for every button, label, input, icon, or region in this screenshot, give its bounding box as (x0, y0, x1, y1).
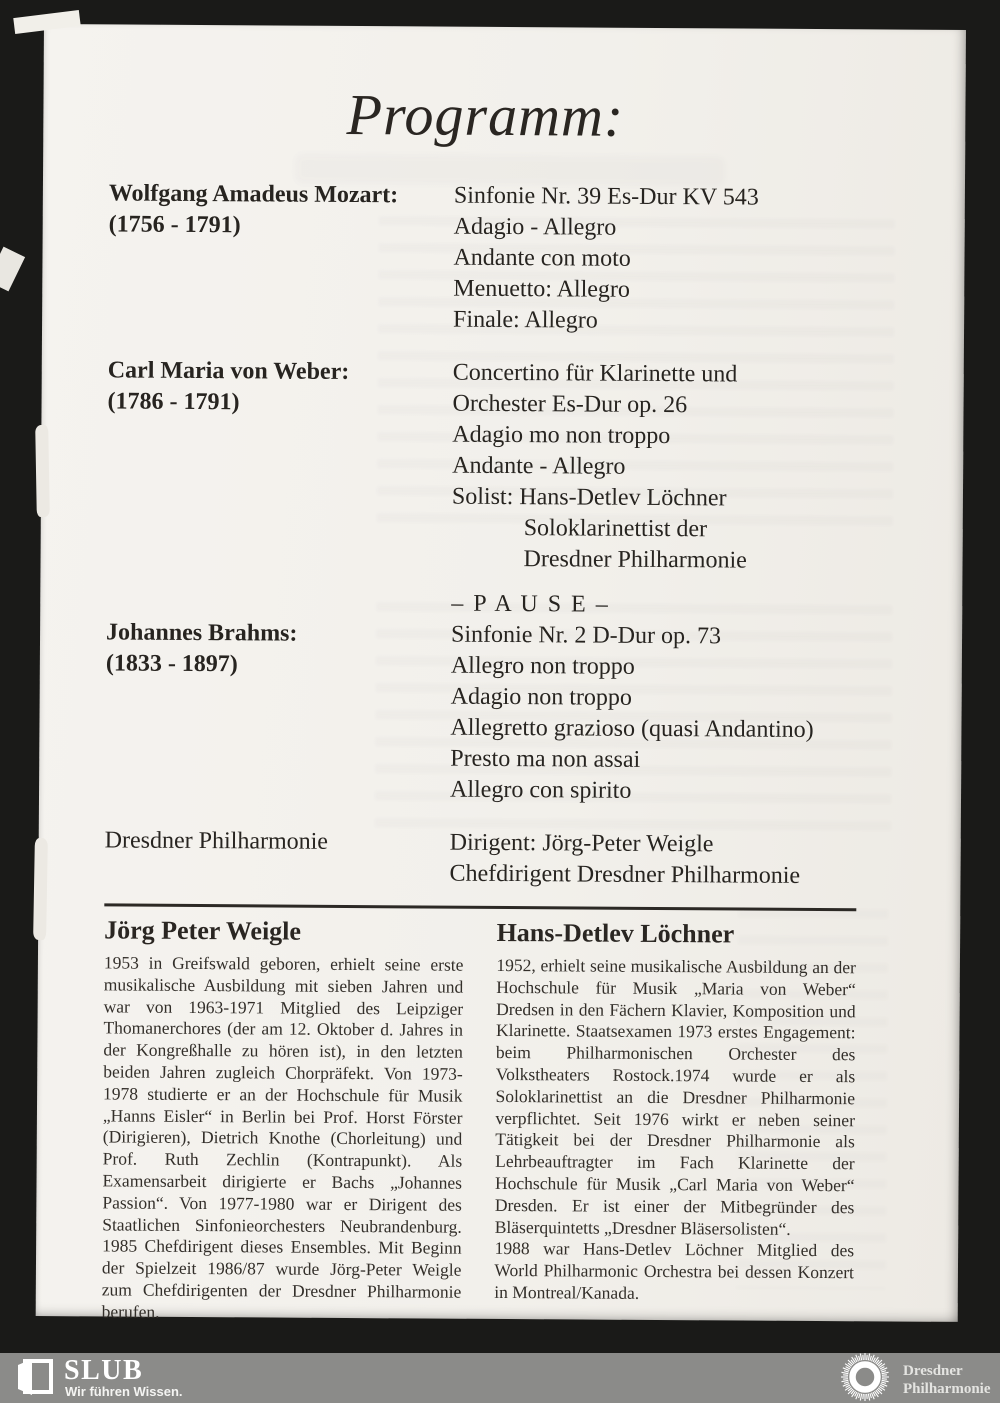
bio-weigle (102, 915, 464, 1325)
tape-artifact (35, 425, 50, 517)
bio-text: 1953 in Greifswald geboren, erhielt seine erste musikalische Ausbildung mit sieben Jahren und war von 1963-1971 Mitglied des Leipziger Thomanerchores (der am 12. Oktober d. Jahres in der Kongreßhalle zu hören ist), in den letzten beiden Jahren zugleich Chorpräfekt. Von 1973-1978 studierte er an der Hochschule für Musik „Hanns Eisler“ in Berlin bei Prof. Horst Förster (Dirigieren), Dietrich Knothe (Chorleitung) und Prof. Ruth Zechlin (Kontrapunkt). Als Examensarbeit dirigierte er Bachs „Johannes Passion“. Von 1977-1980 war er Dirigent des Staatlichen Sinfonieorchesters Neubrandenburg. 1985 Chefdirigent dieses Ensembles. Mit Beginn der Spielzeit 1986/87 wurde Jörg-Peter Weigle zum Chefdirigenten der Dresdner Philharmonie berufen. (101, 952, 464, 1322)
composer-name: Carl Maria von Weber: (107, 357, 350, 385)
soloist-line: Soloklarinettist der (523, 515, 708, 543)
movement: Adagio - Allegro (453, 213, 617, 241)
composer-name: Johannes Brahms: (105, 619, 298, 647)
philharmonie-logo-text (903, 1362, 991, 1398)
ensemble-name: Dresdner Philharmonie (104, 827, 329, 855)
work-title: Sinfonie Nr. 2 D-Dur op. 73 (450, 621, 722, 650)
movement: Allegro con spirito (449, 776, 632, 804)
composer-dates: (1786 - 1791) (107, 388, 240, 416)
slub-logo-text: SLUB (64, 1355, 144, 1386)
soloist-line: Solist: Hans-Detlev Löchner (451, 483, 727, 512)
movement: Finale: Allegro (453, 306, 598, 334)
paper-edge-artifact (0, 247, 25, 292)
composer-name: Wolfgang Amadeus Mozart: (108, 180, 399, 209)
work-title: Concertino für Klarinette und (452, 359, 738, 388)
movement: Andante - Allegro (452, 452, 626, 480)
open-book-icon (16, 1356, 54, 1398)
bio-text: 1988 war Hans-Detlev Löchner Mitglied des World Philharmonic Orchestra bei dessen Konzert in Montreal/Kanada. (494, 1238, 855, 1303)
work-title: Sinfonie Nr. 39 Es-Dur KV 543 (453, 182, 759, 211)
conductor-line: Dirigent: Jörg-Peter Weigle (449, 829, 714, 858)
philharmonie-name-line2: Philharmonie (903, 1381, 991, 1397)
philharmonie-name-line1: Dresdner (903, 1363, 963, 1379)
bio-name: Jörg Peter Weigle (104, 915, 302, 946)
pause-label: – P A U S E – (451, 590, 610, 618)
pause-row (106, 586, 858, 622)
composer-dates: (1756 - 1791) (108, 211, 241, 239)
page-title: Programm: (346, 81, 625, 149)
sunburst-rays-icon (840, 1352, 890, 1402)
movement: Allegretto grazioso (quasi Andantino) (450, 714, 814, 743)
movement: Adagio mo non troppo (452, 421, 671, 450)
bio-name: Hans-Detlev Löchner (496, 917, 735, 949)
program-item-mozart (108, 178, 861, 338)
movement: Andante con moto (453, 244, 631, 272)
conductor-line: Chefdirigent Dresdner Philharmonie (449, 860, 801, 889)
soloist-line: Dresdner Philharmonie (523, 546, 747, 574)
movement: Adagio non troppo (450, 683, 633, 711)
movement: Presto ma non assai (450, 745, 641, 773)
tape-artifact (33, 838, 48, 940)
section-divider (104, 903, 856, 911)
movement: Menuetto: Allegro (453, 275, 631, 303)
programme-sheet (36, 24, 966, 1322)
movement: Allegro non troppo (450, 652, 635, 680)
bio-loechner (494, 918, 856, 1328)
program-item-weber (106, 355, 859, 577)
biographies (102, 915, 857, 1327)
bio-text: 1952, erhielt seine musikalische Ausbildung an der Hochschule für Musik „Maria von Weber“ Dredsen in den Fächern Klavier, Komposition und Klarinette. Staatsexamen 1973 erstes Engagement: beim Philharmonischen Orchester des Volkstheaters Rostock.1974 wurde er als Soloklarinettist an die Dresdner Philharmonie verpflichtet. Seit 1976 wirkt er neben seiner Tätigkeit bei der Dresdner Philharmonie als Lehrbeauftragter im Fach Klarinette der Hochschule für Musik „Carl Maria von Weber“ Dresden. Er ist einer der Mitbegründer des Bläserquintetts „Dresdner Bläsersolisten“. (494, 954, 856, 1239)
slub-tagline: Wir führen Wissen. (65, 1384, 183, 1399)
program-item-brahms (105, 617, 858, 808)
work-title: Orchester Es-Dur op. 26 (452, 390, 688, 419)
composer-dates: (1833 - 1897) (105, 650, 238, 678)
conductor-row (104, 825, 856, 892)
